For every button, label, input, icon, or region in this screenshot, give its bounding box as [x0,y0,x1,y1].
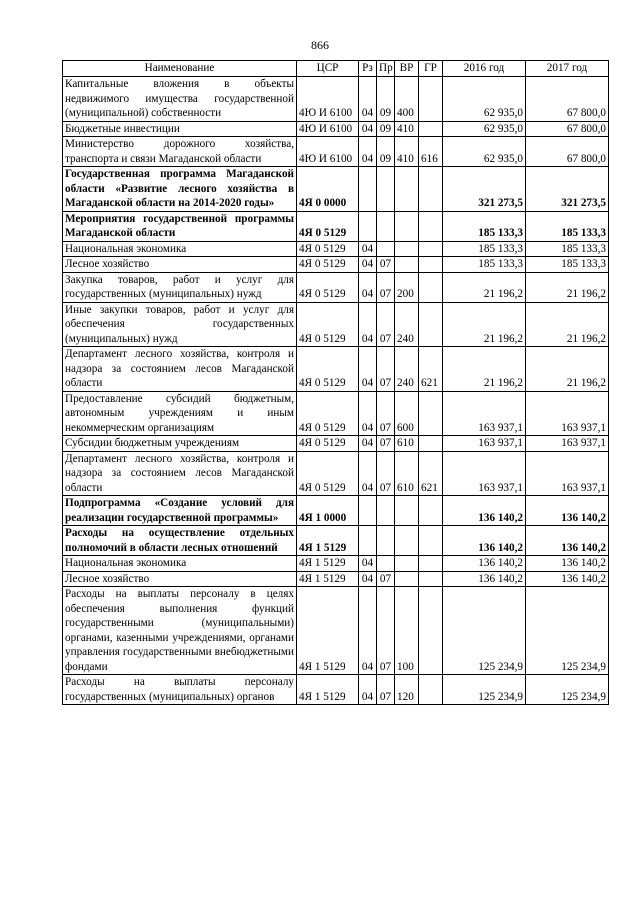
column-header-gr: ГР [419,61,443,77]
table-cell-csr: 4Я 1 5129 [297,556,359,572]
table-cell-vr: 610 [395,451,419,496]
column-header-pr: Пр [377,61,395,77]
table-cell-2016: 185 133,3 [443,257,526,273]
table-cell-name: Расходы на выплаты персоналу государственных (муниципальных) органов [63,675,297,705]
table-cell-2017: 21 196,2 [526,347,609,392]
table-cell-rz: 04 [359,391,377,436]
table-cell-name: Закупка товаров, работ и услуг для государственных (муниципальных) нужд [63,272,297,302]
table-cell-csr: 4Я 1 0000 [297,496,359,526]
table-row [63,272,609,302]
table-cell-gr [419,675,443,705]
table-cell-name: Национальная экономика [63,241,297,257]
table-cell-pr: 07 [377,451,395,496]
table-cell-csr: 4Ю И 6100 [297,77,359,122]
table-cell-pr [377,556,395,572]
budget-table [62,60,609,705]
table-cell-2016: 62 935,0 [443,121,526,137]
table-cell-vr: 240 [395,302,419,347]
column-header-2016: 2016 год [443,61,526,77]
table-cell-pr [377,167,395,212]
table-row [63,436,609,452]
table-cell-2017: 163 937,1 [526,391,609,436]
table-cell-gr [419,436,443,452]
table-cell-2017: 21 196,2 [526,302,609,347]
table-cell-vr [395,257,419,273]
table-cell-2017: 136 140,2 [526,571,609,587]
table-cell-2016: 125 234,9 [443,587,526,675]
table-cell-csr: 4Я 0 5129 [297,436,359,452]
table-cell-gr [419,77,443,122]
table-row [63,347,609,392]
table-cell-gr [419,391,443,436]
table-cell-2017: 21 196,2 [526,272,609,302]
table-cell-name: Иные закупки товаров, работ и услуг для обеспечения государственных (муниципальных) нужд [63,302,297,347]
table-cell-2017: 185 133,3 [526,211,609,241]
table-cell-rz: 04 [359,347,377,392]
table-cell-rz: 04 [359,571,377,587]
table-cell-pr: 07 [377,675,395,705]
table-cell-2016: 185 133,3 [443,241,526,257]
table-cell-name: Предоставление субсидий бюджетным, автономным учреждениям и иным некоммерческим организациям [63,391,297,436]
table-row [63,556,609,572]
table-cell-rz: 04 [359,137,377,167]
table-cell-pr: 09 [377,137,395,167]
table-cell-2016: 21 196,2 [443,272,526,302]
table-cell-vr [395,241,419,257]
table-cell-name: Субсидии бюджетным учреждениям [63,436,297,452]
table-cell-rz: 04 [359,121,377,137]
table-cell-pr: 07 [377,302,395,347]
table-cell-rz: 04 [359,257,377,273]
table-cell-2017: 67 800,0 [526,77,609,122]
table-cell-2017: 125 234,9 [526,675,609,705]
table-cell-vr: 600 [395,391,419,436]
table-cell-2017: 185 133,3 [526,241,609,257]
table-cell-csr: 4Я 0 5129 [297,241,359,257]
table-cell-pr [377,211,395,241]
table-cell-csr: 4Я 0 5129 [297,347,359,392]
column-header-csr: ЦСР [297,61,359,77]
table-cell-2016: 321 273,5 [443,167,526,212]
table-cell-gr [419,587,443,675]
table-cell-gr [419,496,443,526]
table-cell-csr: 4Я 0 5129 [297,451,359,496]
column-header-name: Наименование [63,61,297,77]
table-cell-csr: 4Я 0 5129 [297,257,359,273]
table-cell-2016: 62 935,0 [443,77,526,122]
table-cell-vr: 120 [395,675,419,705]
table-row [63,77,609,122]
table-cell-name: Мероприятия государственной программы Магаданской области [63,211,297,241]
table-cell-gr: 621 [419,347,443,392]
table-cell-rz [359,211,377,241]
table-cell-vr: 610 [395,436,419,452]
table-cell-2017: 185 133,3 [526,257,609,273]
table-cell-gr [419,571,443,587]
table-cell-gr [419,167,443,212]
table-cell-vr: 200 [395,272,419,302]
table-cell-2016: 125 234,9 [443,675,526,705]
table-cell-csr: 4Я 1 5129 [297,675,359,705]
table-cell-rz: 04 [359,77,377,122]
table-cell-rz: 04 [359,675,377,705]
table-cell-2016: 163 937,1 [443,436,526,452]
table-cell-2017: 136 140,2 [526,496,609,526]
table-row [63,496,609,526]
table-cell-name: Бюджетные инвестиции [63,121,297,137]
table-cell-2017: 136 140,2 [526,526,609,556]
table-cell-2016: 136 140,2 [443,571,526,587]
table-cell-rz: 04 [359,241,377,257]
table-cell-csr: 4Я 1 5129 [297,571,359,587]
table-cell-csr: 4Ю И 6100 [297,137,359,167]
table-cell-rz [359,167,377,212]
table-cell-pr: 07 [377,272,395,302]
table-cell-rz: 04 [359,587,377,675]
table-cell-name: Капитальные вложения в объекты недвижимого имущества государственной (муниципальной) собственности [63,77,297,122]
table-cell-2016: 62 935,0 [443,137,526,167]
table-cell-vr [395,211,419,241]
table-cell-vr: 100 [395,587,419,675]
table-row [63,137,609,167]
table-cell-2016: 21 196,2 [443,347,526,392]
table-cell-pr: 07 [377,571,395,587]
table-cell-csr: 4Я 1 5129 [297,526,359,556]
table-cell-gr: 616 [419,137,443,167]
table-row [63,241,609,257]
table-cell-gr [419,302,443,347]
table-cell-rz: 04 [359,302,377,347]
table-row [63,257,609,273]
table-cell-pr [377,496,395,526]
table-cell-vr [395,496,419,526]
table-row [63,302,609,347]
table-row [63,571,609,587]
table-cell-pr: 07 [377,391,395,436]
table-cell-gr [419,526,443,556]
table-cell-2017: 136 140,2 [526,556,609,572]
table-cell-name: Лесное хозяйство [63,571,297,587]
table-cell-rz: 04 [359,272,377,302]
table-cell-2017: 163 937,1 [526,451,609,496]
table-cell-csr: 4Ю И 6100 [297,121,359,137]
table-cell-2017: 163 937,1 [526,436,609,452]
table-cell-vr: 410 [395,137,419,167]
table-cell-name: Национальная экономика [63,556,297,572]
table-cell-pr: 07 [377,587,395,675]
table-cell-2016: 136 140,2 [443,526,526,556]
table-header-row [63,61,609,77]
table-cell-name: Департамент лесного хозяйства, контроля и надзора за состоянием лесов Магаданской области [63,451,297,496]
table-row [63,211,609,241]
page-number: 866 [311,38,329,52]
table-row [63,451,609,496]
table-cell-pr: 07 [377,347,395,392]
table-row [63,167,609,212]
table-cell-rz [359,496,377,526]
table-row [63,675,609,705]
table-cell-2016: 163 937,1 [443,391,526,436]
table-cell-gr [419,272,443,302]
table-cell-pr [377,526,395,556]
table-cell-name: Министерство дорожного хозяйства, транспорта и связи Магаданской области [63,137,297,167]
table-cell-rz: 04 [359,556,377,572]
table-cell-gr: 621 [419,451,443,496]
table-cell-vr [395,571,419,587]
table-cell-vr: 240 [395,347,419,392]
table-cell-2016: 163 937,1 [443,451,526,496]
table-cell-gr [419,211,443,241]
table-cell-pr: 09 [377,121,395,137]
table-cell-2017: 67 800,0 [526,137,609,167]
table-cell-vr [395,556,419,572]
table-cell-2017: 125 234,9 [526,587,609,675]
table-cell-vr: 400 [395,77,419,122]
table-row [63,391,609,436]
table-cell-rz [359,526,377,556]
table-cell-2017: 67 800,0 [526,121,609,137]
table-cell-name: Департамент лесного хозяйства, контроля и надзора за состоянием лесов Магаданской области [63,347,297,392]
table-cell-csr: 4Я 0 5129 [297,211,359,241]
table-cell-gr [419,241,443,257]
table-cell-csr: 4Я 1 5129 [297,587,359,675]
table-cell-name: Подпрограмма «Создание условий для реализации государственной программы» [63,496,297,526]
table-cell-name: Расходы на выплаты персоналу в целях обеспечения выполнения функций государственными (муниципальными) органами, казенными учреждениями, органами управления государственными внебюджетными фондами [63,587,297,675]
column-header-rz: Рз [359,61,377,77]
table-cell-csr: 4Я 0 5129 [297,391,359,436]
table-cell-name: Лесное хозяйство [63,257,297,273]
column-header-2017: 2017 год [526,61,609,77]
table-cell-2016: 21 196,2 [443,302,526,347]
table-cell-vr [395,167,419,212]
table-cell-gr [419,121,443,137]
table-cell-name: Расходы на осуществление отдельных полномочий в области лесных отношений [63,526,297,556]
table-cell-name: Государственная программа Магаданской области «Развитие лесного хозяйства в Магаданской области на 2014-2020 годы» [63,167,297,212]
table-row [63,587,609,675]
table-row [63,121,609,137]
table-cell-pr: 07 [377,436,395,452]
table-cell-2016: 136 140,2 [443,556,526,572]
table-cell-gr [419,257,443,273]
table-cell-vr [395,526,419,556]
table-cell-pr: 07 [377,257,395,273]
table-cell-pr [377,241,395,257]
table-cell-gr [419,556,443,572]
table-cell-rz: 04 [359,436,377,452]
table-cell-pr: 09 [377,77,395,122]
table-cell-csr: 4Я 0 0000 [297,167,359,212]
table-cell-2017: 321 273,5 [526,167,609,212]
table-row [63,526,609,556]
table-cell-csr: 4Я 0 5129 [297,302,359,347]
table-cell-2016: 136 140,2 [443,496,526,526]
table-cell-rz: 04 [359,451,377,496]
table-cell-csr: 4Я 0 5129 [297,272,359,302]
column-header-vr: ВР [395,61,419,77]
table-cell-2016: 185 133,3 [443,211,526,241]
table-cell-vr: 410 [395,121,419,137]
